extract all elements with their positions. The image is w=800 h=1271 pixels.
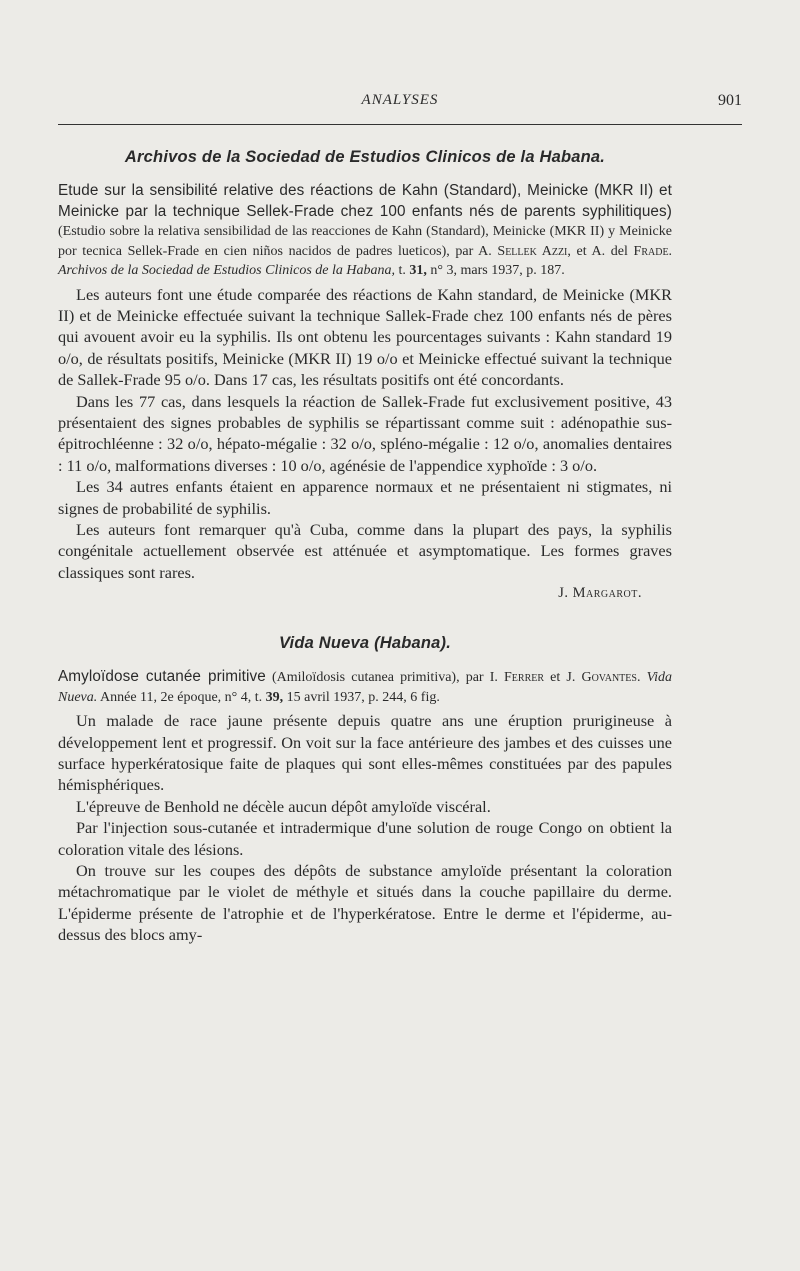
journal-reference: Archivos de la Sociedad de Estudios Clinicos de la Habana,: [58, 263, 395, 278]
paragraph: Un malade de race jaune présente depuis quatre ans une éruption prurigineuse à développement lent et progressif. On voit sur la face antérieure des jambes et des cuisses une surface hyperkératosique faite de plaques qui sont elles-mêmes constituées par des papules hémisphériques.: [58, 711, 672, 795]
author-ferrer: Ferrer: [504, 670, 545, 686]
paragraph: Dans les 77 cas, dans lesquels la réaction de Sallek-Frade fut exclusivement positive, 43 présentaient des signes probables de syphilis se répartissant comme suit : adénopathie sus-épitrochléenne : 32 o/o, hépato-mégalie : 32 o/o, spléno-mégalie : 12 o/o, anomalies dentaires : 11 o/o, malformations diverses : 10 o/o, agénésie de l'appendice xyphoïde : 3 o/o.: [58, 391, 672, 475]
byline-par: par I.: [465, 670, 498, 686]
paragraph: Par l'injection sous-cutanée et intradermique d'une solution de rouge Congo on obtient la coloration vitale des lésions.: [58, 818, 672, 859]
article-title-fr: Amyloïdose cutanée primitive: [58, 668, 266, 686]
article-title-fr: Etude sur la sensibilité relative des réactions de Kahn (Standard), Meinicke (MKR II) et Meinicke par la technique Sellek-Frade chez 100 enfants nés de parents syphilitiques): [58, 182, 672, 220]
byline-par: par A.: [455, 243, 492, 259]
header-rule: [58, 124, 742, 125]
paragraph: On trouve sur les coupes des dépôts de substance amyloïde présentant la coloration métachromatique par le violet de méthyle et situés dans la couche papillaire du derme. L'épiderme présente de l'atrophie et de l'hyperkératose. Entre le derme et l'épiderme, au-dessus des blocs amy-: [58, 861, 672, 945]
article-title-es: (Estudio sobre la relativa sensibilidad de las reacciones de Kahn (Standard), Meinicke (MKR II) y Meinicke por tecnica Sellek-Frade en cien niños nacidos de padres lueticos),: [58, 224, 672, 259]
reference-volume: 31,: [409, 263, 427, 278]
journal-title-vida-nueva: Vida Nueva (Habana).: [278, 634, 452, 653]
reference-details: Année 11, 2e époque, n° 4, t.: [100, 689, 263, 705]
article-heading-kahn: Etude sur la sensibilité relative des réactions de Kahn (Standard), Meinicke (MKR II) et Meinicke par la technique Sellek-Frade chez 100 enfants nés de parents syphilitiques) (Estudio sobre la relativa sensibilidad de las reacciones de Kahn (Standard), Meinicke (MKR II) y Meinicke por tecnica Sellek-Frade en cien niños nacidos de padres lueticos), par A. Sellek Azzi, et A. del Frade. Archivos de la Sociedad de Estudios Clinicos de la Habana, t. 31, n° 3, mars 1937, p. 187.: [58, 182, 673, 278]
reference-volume: 39,: [265, 689, 284, 705]
byline-et: et A. del: [576, 243, 628, 259]
byline-et: et J.: [550, 670, 576, 686]
article-title-es: (Amiloïdosis cutanea primitiva),: [271, 670, 460, 686]
author-sellek-azzi: Sellek Azzi: [497, 243, 568, 259]
journal-reference: Vida Nueva.: [58, 670, 672, 705]
page-header: [58, 92, 742, 122]
reference-issue: n° 3, mars 1937, p. 187.: [430, 263, 565, 278]
author-govantes: Govantes.: [581, 670, 641, 686]
author-frade: Frade.: [633, 243, 673, 259]
paragraph: Les auteurs font une étude comparée des réactions de Kahn standard, de Meinicke (MKR II) et de Meinicke effectuée suivant la technique Sallek-Frade chez 100 enfants nés de pères qui avouent avoir eu la syphilis. Ils ont obtenu les pourcentages suivants : Kahn standard 19 o/o, de résultats positifs, Meinicke (MKR II) 19 o/o et Meinicke effectué suivant la technique de Sallek-Frade 95 o/o. Dans 17 cas, les résultats positifs ont été concordants.: [58, 284, 672, 390]
paragraph: Les auteurs font remarquer qu'à Cuba, comme dans la plupart des pays, la syphilis congénitale actuellement observée est atténuée et asymptomatique. Les formes graves classiques sont rares.: [58, 519, 672, 582]
paragraph: L'épreuve de Benhold ne décèle aucun dépôt amyloïde viscéral.: [76, 796, 491, 816]
reference-tome: t.: [398, 263, 406, 278]
paragraph: Les 34 autres enfants étaient en apparence normaux et ne présentaient ni stigmates, ni signes de probabilité de syphilis.: [58, 477, 672, 518]
article-heading-amyloidose: [58, 667, 672, 707]
signature: [58, 583, 672, 604]
reference-date: 15 avril 1937, p. 244, 6 fig.: [286, 689, 440, 705]
signature-initial: J.: [558, 585, 569, 602]
running-title: ANALYSES: [361, 92, 439, 108]
page-content: [58, 148, 672, 946]
journal-title-archivos: Archivos de la Sociedad de Estudios Clinicos de la Habana.: [124, 148, 606, 166]
signature-name: Margarot.: [572, 585, 642, 602]
page-number: 901: [718, 92, 742, 109]
